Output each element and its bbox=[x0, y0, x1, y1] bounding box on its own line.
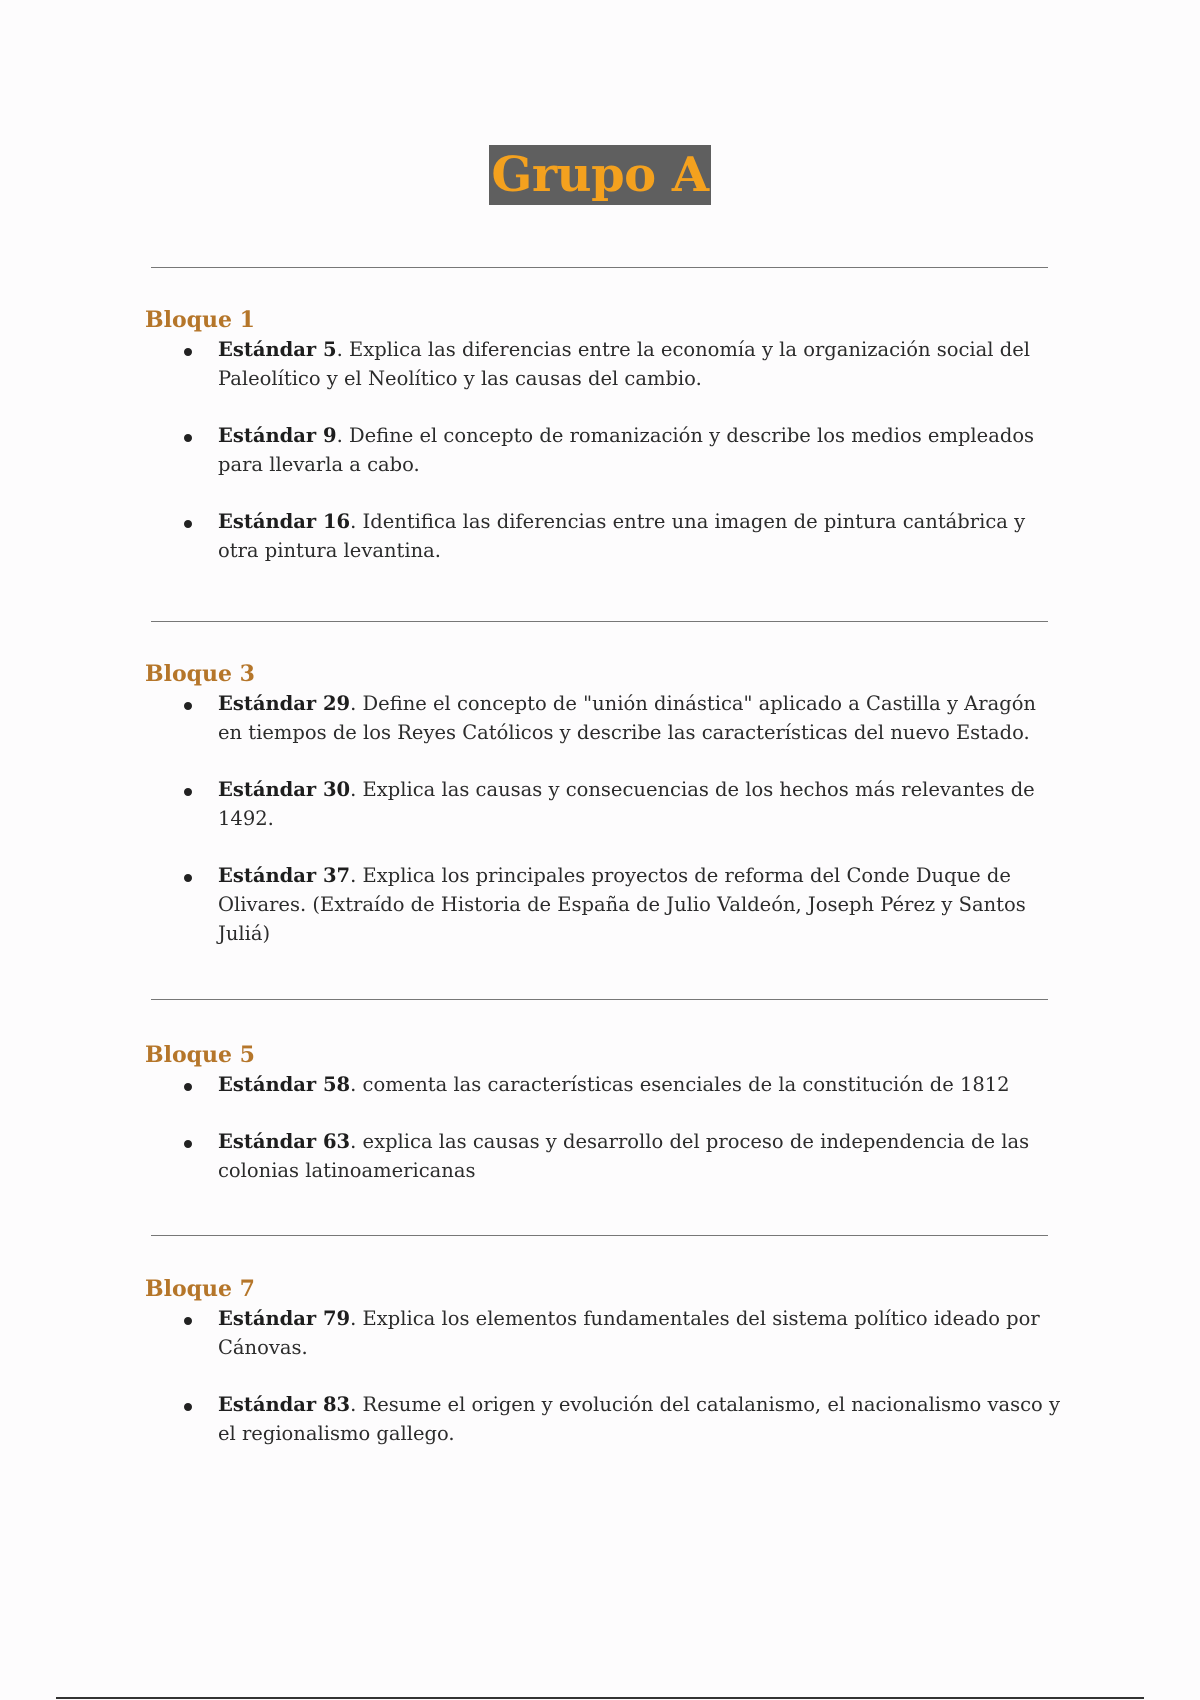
standards-list bbox=[145, 1070, 1065, 1185]
divider bbox=[151, 999, 1048, 1000]
block-heading: Bloque 5 bbox=[145, 1042, 255, 1068]
list-item bbox=[145, 689, 1065, 747]
divider bbox=[151, 267, 1048, 268]
standards-list bbox=[145, 1304, 1065, 1448]
standard-label: Estándar 29 bbox=[218, 692, 351, 715]
bullet-icon bbox=[184, 1140, 192, 1148]
standard-text: . Explica los principales proyectos de reforma del Conde Duque de Olivares. (Extraído de Historia de España de Julio Valdeón, Joseph Pérez y Santos Juliá) bbox=[218, 864, 1026, 945]
list-item bbox=[145, 421, 1065, 479]
standard-text: . Define el concepto de romanización y describe los medios empleados para llevarla a cabo. bbox=[218, 424, 1035, 476]
standard-text: . explica las causas y desarrollo del proceso de independencia de las colonias latinoamericanas bbox=[218, 1130, 1030, 1182]
page-bottom-rule bbox=[56, 1697, 1144, 1699]
block-heading: Bloque 1 bbox=[145, 307, 255, 333]
page-title: Grupo A bbox=[491, 147, 709, 203]
bullet-icon bbox=[184, 1403, 192, 1411]
standard-text: . comenta las características esenciales de la constitución de 1812 bbox=[350, 1073, 1010, 1096]
list-item bbox=[145, 1304, 1065, 1362]
standard-label: Estándar 58 bbox=[218, 1073, 351, 1096]
block-1 bbox=[145, 305, 1065, 565]
list-item bbox=[145, 507, 1065, 565]
list-item bbox=[145, 1070, 1065, 1099]
standard-text: . Explica las diferencias entre la economía y la organización social del Paleolítico y el Neolítico y las causas del cambio. bbox=[218, 338, 1030, 390]
standard-text: . Resume el origen y evolución del catalanismo, el nacionalismo vasco y el regionalismo gallego. bbox=[218, 1393, 1061, 1445]
standard-label: Estándar 83 bbox=[218, 1393, 351, 1416]
standards-list bbox=[145, 335, 1065, 565]
list-item bbox=[145, 1390, 1065, 1448]
standard-text: . Explica los elementos fundamentales del sistema político ideado por Cánovas. bbox=[218, 1307, 1040, 1359]
bullet-icon bbox=[184, 788, 192, 796]
standard-text: . Identifica las diferencias entre una imagen de pintura cantábrica y otra pintura levantina. bbox=[218, 510, 1026, 562]
standard-label: Estándar 9 bbox=[218, 424, 337, 447]
list-item bbox=[145, 861, 1065, 948]
bullet-icon bbox=[184, 1083, 192, 1091]
divider bbox=[151, 1235, 1048, 1236]
list-item bbox=[145, 775, 1065, 833]
bullet-icon bbox=[184, 874, 192, 882]
bullet-icon bbox=[184, 702, 192, 710]
standard-text: . Explica las causas y consecuencias de los hechos más relevantes de 1492. bbox=[218, 778, 1035, 830]
list-item bbox=[145, 1127, 1065, 1185]
standard-label: Estándar 5 bbox=[218, 338, 337, 361]
standard-label: Estándar 16 bbox=[218, 510, 351, 533]
block-3 bbox=[145, 659, 1065, 948]
standard-label: Estándar 63 bbox=[218, 1130, 351, 1153]
bullet-icon bbox=[184, 434, 192, 442]
block-7 bbox=[145, 1274, 1065, 1448]
standard-label: Estándar 79 bbox=[218, 1307, 351, 1330]
standard-label: Estándar 37 bbox=[218, 864, 351, 887]
block-heading: Bloque 3 bbox=[145, 661, 255, 687]
block-heading: Bloque 7 bbox=[145, 1276, 255, 1302]
bullet-icon bbox=[184, 348, 192, 356]
standard-label: Estándar 30 bbox=[218, 778, 351, 801]
standards-list bbox=[145, 689, 1065, 948]
block-5 bbox=[145, 1040, 1065, 1185]
bullet-icon bbox=[184, 520, 192, 528]
title-container bbox=[0, 145, 1200, 205]
standard-text: . Define el concepto de "unión dinástica" aplicado a Castilla y Aragón en tiempos de los Reyes Católicos y describe las características del nuevo Estado. bbox=[218, 692, 1036, 744]
divider bbox=[151, 621, 1048, 622]
list-item bbox=[145, 335, 1065, 393]
bullet-icon bbox=[184, 1317, 192, 1325]
